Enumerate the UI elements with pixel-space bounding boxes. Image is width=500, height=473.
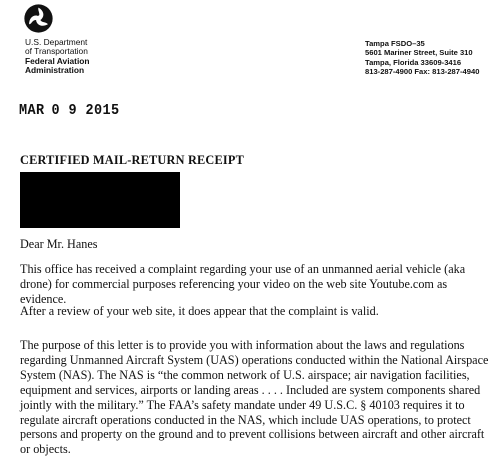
- date-year: 2015: [85, 103, 120, 120]
- agency-line-1: Federal Aviation: [25, 55, 90, 66]
- office-city: Tampa, Florida 33609-3416: [365, 57, 462, 67]
- office-street: 5601 Mariner Street, Suite 310: [365, 48, 473, 58]
- body-paragraph-2: After a review of your web site, it does appear that the complaint is valid.: [20, 304, 379, 318]
- agency-line-2: Administration: [25, 65, 85, 76]
- office-name: Tampa FSDO–35: [365, 39, 425, 48]
- office-address-block: [365, 39, 479, 77]
- body-paragraph-3: The purpose of this letter is to provide you with information about the laws and regulations regarding Unmanned Aircraft System (UAS) operations conducted within the National Airspace System (NAS). The NAS is “the common network of U.S. airspace; air navigation facilities, equipment and services, airports or landing areas . . . . Included are system components shared jointly with the military.” The FAA’s safety mandate under 49 U.S.C. § 40103 requires it to regulate aircraft operations conducted in the NAS, which include UAS operations, to protect persons and property on the ground and to prevent collisions between aircraft and other aircraft or objects.: [20, 338, 489, 457]
- salutation: Dear Mr. Hanes: [20, 237, 98, 251]
- office-phone-fax: 813-287-4900 Fax: 813-287-4940: [365, 67, 480, 77]
- date-month: MAR: [19, 103, 45, 120]
- department-line-2: of Transportation: [25, 46, 88, 57]
- body-paragraph-1: This office has received a complaint regarding your use of an unmanned aerial vehicle (aka drone) for commercial purposes referencing your video on the web site Youtube.com as evidence.: [20, 262, 466, 306]
- agency-block: [25, 38, 90, 76]
- dot-triskelion-logo-icon: [24, 4, 53, 33]
- delivery-method-heading: CERTIFIED MAIL-RETURN RECEIPT: [20, 153, 245, 167]
- date-stamp: [19, 103, 120, 120]
- redacted-address-block: [20, 172, 180, 228]
- department-line-1: U.S. Department: [25, 37, 88, 47]
- date-day: 0 9: [51, 103, 78, 120]
